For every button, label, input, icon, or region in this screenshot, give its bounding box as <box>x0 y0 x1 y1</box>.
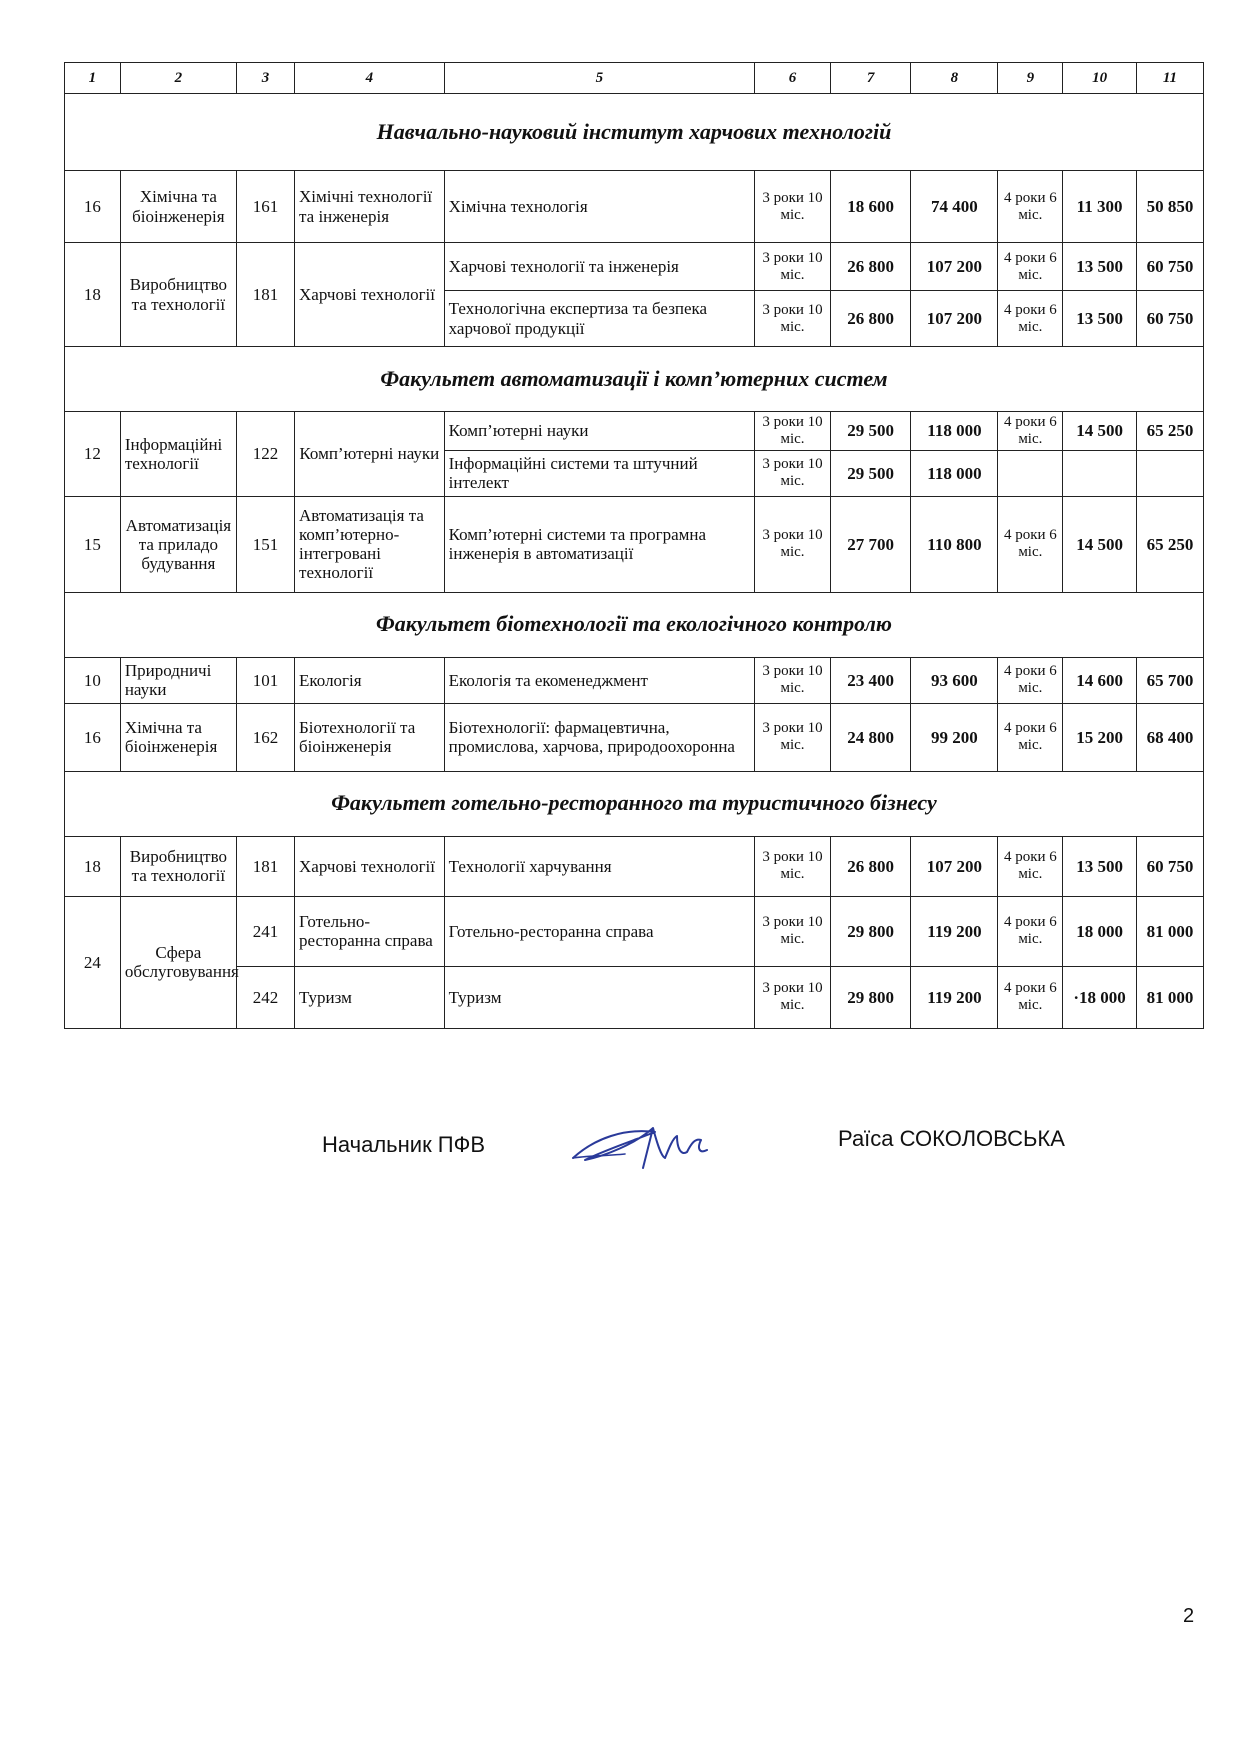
table-row <box>65 703 1204 771</box>
value-col8: 107 200 <box>911 291 998 347</box>
value-col10: ·18 000 <box>1063 966 1137 1028</box>
value-col11: 81 000 <box>1136 896 1203 966</box>
program-name: Екологія та екоменеджмент <box>444 657 754 703</box>
value-col8: 93 600 <box>911 657 998 703</box>
branch-code: 10 <box>65 657 121 703</box>
value-col7: 26 800 <box>830 243 910 291</box>
value-col7: 18 600 <box>830 171 910 243</box>
spec-name: Хімічні технології та інженерія <box>295 171 445 243</box>
term-long: 4 роки 6 міс. <box>998 657 1063 703</box>
term-short: 3 роки 10 міс. <box>755 836 831 896</box>
term-long: 4 роки 6 міс. <box>998 966 1063 1028</box>
value-col10: 13 500 <box>1063 243 1137 291</box>
branch-code: 16 <box>65 703 121 771</box>
value-col8: 107 200 <box>911 243 998 291</box>
term-long <box>998 450 1063 496</box>
term-short: 3 роки 10 міс. <box>755 450 831 496</box>
value-col11: 81 000 <box>1136 966 1203 1028</box>
section-title: Факультет біотехнології та екологічного контролю <box>65 592 1204 657</box>
term-long: 4 роки 6 міс. <box>998 243 1063 291</box>
section-row <box>65 771 1204 836</box>
term-short: 3 роки 10 міс. <box>755 243 831 291</box>
table-row <box>65 243 1204 291</box>
header-cell: 9 <box>998 63 1063 94</box>
value-col7: 29 800 <box>830 966 910 1028</box>
value-col8: 74 400 <box>911 171 998 243</box>
branch-code: 24 <box>65 896 121 1028</box>
page-number: 2 <box>1183 1605 1195 1627</box>
program-name: Технологічна експертиза та безпека харчової продукції <box>444 291 754 347</box>
value-col7: 29 500 <box>830 450 910 496</box>
term-short: 3 роки 10 міс. <box>755 703 831 771</box>
value-col8: 99 200 <box>911 703 998 771</box>
value-col10: 11 300 <box>1063 171 1137 243</box>
header-cell: 11 <box>1136 63 1203 94</box>
spec-code: 162 <box>236 703 294 771</box>
value-col11: 60 750 <box>1136 243 1203 291</box>
term-long: 4 роки 6 міс. <box>998 291 1063 347</box>
spec-name: Готельно-ресторанна справа <box>295 896 445 966</box>
term-short: 3 роки 10 міс. <box>755 171 831 243</box>
program-name: Інформаційні системи та штучний інтелект <box>444 450 754 496</box>
branch-code: 16 <box>65 171 121 243</box>
branch-name: Автоматизація та приладо будування <box>120 496 236 592</box>
value-col7: 24 800 <box>830 703 910 771</box>
value-col7: 27 700 <box>830 496 910 592</box>
spec-name: Харчові технології <box>295 836 445 896</box>
value-col8: 119 200 <box>911 966 998 1028</box>
value-col7: 26 800 <box>830 836 910 896</box>
branch-code: 18 <box>65 243 121 347</box>
table-row <box>65 412 1204 451</box>
value-col7: 23 400 <box>830 657 910 703</box>
value-col11: 68 400 <box>1136 703 1203 771</box>
spec-name: Екологія <box>295 657 445 703</box>
table-row <box>65 496 1204 592</box>
header-row <box>65 63 1204 94</box>
header-cell: 8 <box>911 63 998 94</box>
value-col10: 14 500 <box>1063 496 1137 592</box>
spec-name: Харчові технології <box>295 243 445 347</box>
table-row <box>65 657 1204 703</box>
spec-code: 101 <box>236 657 294 703</box>
value-col10: 13 500 <box>1063 291 1137 347</box>
term-long: 4 роки 6 міс. <box>998 412 1063 451</box>
term-short: 3 роки 10 міс. <box>755 896 831 966</box>
value-col8: 107 200 <box>911 836 998 896</box>
table-row <box>65 896 1204 966</box>
value-col11: 65 250 <box>1136 496 1203 592</box>
value-col8: 118 000 <box>911 412 998 451</box>
branch-name: Виробництво та технології <box>120 836 236 896</box>
spec-name: Комп’ютерні науки <box>295 412 445 497</box>
spec-code: 242 <box>236 966 294 1028</box>
spec-name: Автоматизація та комп’ютерно-інтегровані технології <box>295 496 445 592</box>
value-col11: 65 250 <box>1136 412 1203 451</box>
term-short: 3 роки 10 міс. <box>755 496 831 592</box>
header-cell: 6 <box>755 63 831 94</box>
header-cell: 7 <box>830 63 910 94</box>
header-cell: 10 <box>1063 63 1137 94</box>
spec-code: 151 <box>236 496 294 592</box>
value-col7: 29 800 <box>830 896 910 966</box>
spec-name: Біотехнології та біоінженерія <box>295 703 445 771</box>
spec-code: 122 <box>236 412 294 497</box>
section-title: Навчально-науковий інститут харчових технологій <box>65 94 1204 171</box>
signature-block <box>0 1122 1240 1192</box>
value-col10: 13 500 <box>1063 836 1137 896</box>
value-col11: 60 750 <box>1136 836 1203 896</box>
spec-code: 241 <box>236 896 294 966</box>
branch-name: Природничі науки <box>120 657 236 703</box>
header-cell: 3 <box>236 63 294 94</box>
spec-code: 161 <box>236 171 294 243</box>
branch-code: 18 <box>65 836 121 896</box>
branch-code: 12 <box>65 412 121 497</box>
term-long: 4 роки 6 міс. <box>998 171 1063 243</box>
program-name: Комп’ютерні системи та програмна інженерія в автоматизації <box>444 496 754 592</box>
value-col7: 26 800 <box>830 291 910 347</box>
branch-name: Інформаційні технології <box>120 412 236 497</box>
term-short: 3 роки 10 міс. <box>755 291 831 347</box>
section-row <box>65 94 1204 171</box>
program-name: Готельно-ресторанна справа <box>444 896 754 966</box>
term-short: 3 роки 10 міс. <box>755 657 831 703</box>
tuition-table <box>64 62 1204 1029</box>
term-short: 3 роки 10 міс. <box>755 412 831 451</box>
term-long: 4 роки 6 міс. <box>998 496 1063 592</box>
header-cell: 4 <box>295 63 445 94</box>
section-row <box>65 592 1204 657</box>
value-col11: 65 700 <box>1136 657 1203 703</box>
value-col10: 15 200 <box>1063 703 1137 771</box>
term-long: 4 роки 6 міс. <box>998 896 1063 966</box>
table-row <box>65 171 1204 243</box>
signature-title: Начальник ПФВ <box>322 1132 486 1157</box>
program-name: Хімічна технологія <box>444 171 754 243</box>
branch-name: Виробництво та технології <box>120 243 236 347</box>
term-long: 4 роки 6 міс. <box>998 703 1063 771</box>
program-name: Харчові технології та інженерія <box>444 243 754 291</box>
section-title: Факультет автоматизації і комп’ютерних систем <box>65 347 1204 412</box>
branch-name: Сфера обслуговування <box>120 896 236 1028</box>
branch-name: Хімічна та біоінженерія <box>120 171 236 243</box>
value-col10: 14 600 <box>1063 657 1137 703</box>
spec-name: Туризм <box>295 966 445 1028</box>
value-col10 <box>1063 450 1137 496</box>
term-short: 3 роки 10 міс. <box>755 966 831 1028</box>
value-col10: 14 500 <box>1063 412 1137 451</box>
spec-code: 181 <box>236 243 294 347</box>
handwritten-signature <box>565 1098 725 1178</box>
header-cell: 2 <box>120 63 236 94</box>
header-cell: 1 <box>65 63 121 94</box>
table-row <box>65 836 1204 896</box>
spec-code: 181 <box>236 836 294 896</box>
section-row <box>65 347 1204 412</box>
branch-name: Хімічна та біоінженерія <box>120 703 236 771</box>
value-col10: 18 000 <box>1063 896 1137 966</box>
program-name: Туризм <box>444 966 754 1028</box>
value-col11: 60 750 <box>1136 291 1203 347</box>
branch-code: 15 <box>65 496 121 592</box>
value-col8: 119 200 <box>911 896 998 966</box>
section-title: Факультет готельно-ресторанного та туристичного бізнесу <box>65 771 1204 836</box>
term-long: 4 роки 6 міс. <box>998 836 1063 896</box>
header-cell: 5 <box>444 63 754 94</box>
program-name: Технології харчування <box>444 836 754 896</box>
value-col8: 118 000 <box>911 450 998 496</box>
program-name: Біотехнології: фармацевтична, промислова, харчова, природоохоронна <box>444 703 754 771</box>
value-col11: 50 850 <box>1136 171 1203 243</box>
program-name: Комп’ютерні науки <box>444 412 754 451</box>
signatory-name: Раїса СОКОЛОВСЬКА <box>838 1126 1065 1151</box>
value-col11 <box>1136 450 1203 496</box>
value-col8: 110 800 <box>911 496 998 592</box>
value-col7: 29 500 <box>830 412 910 451</box>
